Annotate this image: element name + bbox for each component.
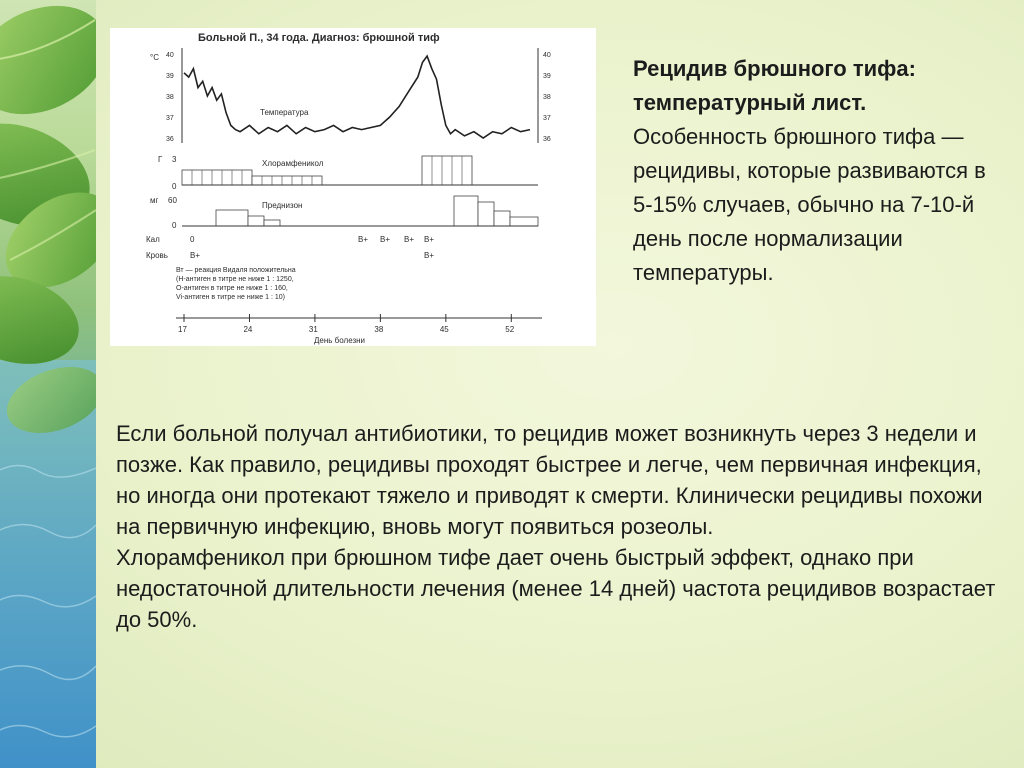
temp-tick-right-1: 39 bbox=[543, 73, 551, 80]
chloramphenicol-bar-2 bbox=[252, 176, 322, 185]
temp-ticks-right bbox=[543, 52, 551, 143]
chart-title: Больной П., 34 года. Диагноз: брюшной тиф bbox=[198, 32, 440, 44]
chloramphenicol-unit: Г bbox=[158, 155, 163, 164]
temperature-row-label: Температура bbox=[260, 108, 309, 117]
temp-tick-left-0: 40 bbox=[166, 52, 174, 59]
temperature-chart bbox=[110, 28, 596, 346]
temp-tick-left-3: 37 bbox=[166, 115, 174, 122]
temp-tick-right-2: 38 bbox=[543, 94, 551, 101]
vidal-legend bbox=[176, 267, 296, 301]
chloramphenicol-tick-zero: 0 bbox=[172, 182, 177, 191]
prednisone-row-label: Преднизон bbox=[262, 201, 303, 210]
chloramphenicol-bars bbox=[182, 156, 472, 185]
main-text bbox=[116, 418, 996, 635]
temp-tick-left-1: 39 bbox=[166, 73, 174, 80]
legend-line-3: О-антиген в титре не ниже 1 : 160, bbox=[176, 285, 288, 292]
chloramphenicol-tick-max: 3 bbox=[172, 155, 177, 164]
blood-mark-2: B+ bbox=[424, 251, 435, 260]
stool-mark-1: 0 bbox=[190, 235, 195, 244]
stool-row-label: Кал bbox=[146, 235, 160, 244]
legend-line-1: Вт — реакция Видаля положительна bbox=[176, 267, 296, 274]
prednisone-bar-3 bbox=[264, 220, 280, 226]
temp-ticks-left bbox=[166, 52, 174, 143]
x-axis-ticks bbox=[178, 314, 515, 334]
side-caption-body: Особенность брюшного тифа — рецидивы, которые развиваются в 5-15% случаев, обычно на 7-10-й день после нормализации температуры. bbox=[633, 124, 986, 285]
blood-mark-1: B+ bbox=[190, 251, 201, 260]
leaf-image bbox=[0, 0, 96, 768]
prednisone-unit: мг bbox=[150, 196, 159, 205]
stool-mark-4: B+ bbox=[404, 235, 415, 244]
x-tick-label-0: 17 bbox=[178, 325, 187, 334]
legend-line-2: (Н-антиген в титре не ниже 1 : 1250, bbox=[176, 276, 294, 283]
temp-tick-left-4: 36 bbox=[166, 136, 174, 143]
stool-mark-5: B+ bbox=[424, 235, 435, 244]
side-caption-title: Рецидив брюшного тифа: температурный лист. bbox=[633, 56, 916, 115]
x-tick-label-4: 45 bbox=[439, 325, 449, 334]
side-caption bbox=[633, 52, 1005, 290]
blood-row-label: Кровь bbox=[146, 251, 168, 260]
prednisone-bar-1 bbox=[216, 210, 248, 226]
x-tick-label-5: 52 bbox=[505, 325, 515, 334]
decorative-leaf-strip bbox=[0, 0, 96, 768]
prednisone-tick-zero: 0 bbox=[172, 221, 177, 230]
x-tick-label-1: 24 bbox=[243, 325, 253, 334]
temperature-line bbox=[184, 56, 530, 138]
legend-line-4: Vi-антиген в титре не ниже 1 : 10) bbox=[176, 294, 285, 301]
temp-tick-right-3: 37 bbox=[543, 115, 551, 122]
stool-mark-3: B+ bbox=[380, 235, 391, 244]
temp-tick-right-4: 36 bbox=[543, 136, 551, 143]
prednisone-bar-5 bbox=[478, 202, 494, 226]
x-axis-label: День болезни bbox=[314, 336, 366, 345]
prednisone-bar-2 bbox=[248, 216, 264, 226]
chloramphenicol-row-label: Хлорамфеникол bbox=[262, 159, 324, 168]
prednisone-tick-max: 60 bbox=[168, 196, 177, 205]
main-paragraph-1: Если больной получал антибиотики, то рецидив может возникнуть через 3 недели и позже. Как правило, рецидивы проходят быстрее и легче, чем первичная инфекция, но иногда они протекают тяжело и приводят к смерти. Клинически рецидивы похожи на первичную инфекцию, вновь могут появиться розеолы. bbox=[116, 421, 983, 539]
x-tick-label-2: 31 bbox=[308, 325, 318, 334]
chloramphenicol-bar-1 bbox=[182, 170, 252, 185]
temperature-chart-figure bbox=[110, 28, 596, 346]
chloramphenicol-bar-3 bbox=[422, 156, 472, 185]
temp-unit-label: °C bbox=[150, 53, 159, 62]
x-tick-label-3: 38 bbox=[374, 325, 384, 334]
prednisone-bar-6 bbox=[494, 211, 510, 226]
prednisone-bar-4 bbox=[454, 196, 478, 226]
prednisone-bar-7 bbox=[510, 217, 538, 226]
main-paragraph-2: Хлорамфеникол при брюшном тифе дает очень быстрый эффект, однако при недостаточной длительности лечения (менее 14 дней) частота рецидивов возрастает до 50%. bbox=[116, 545, 996, 632]
temp-tick-left-2: 38 bbox=[166, 94, 174, 101]
stool-mark-2: B+ bbox=[358, 235, 369, 244]
temp-tick-right-0: 40 bbox=[543, 52, 551, 59]
